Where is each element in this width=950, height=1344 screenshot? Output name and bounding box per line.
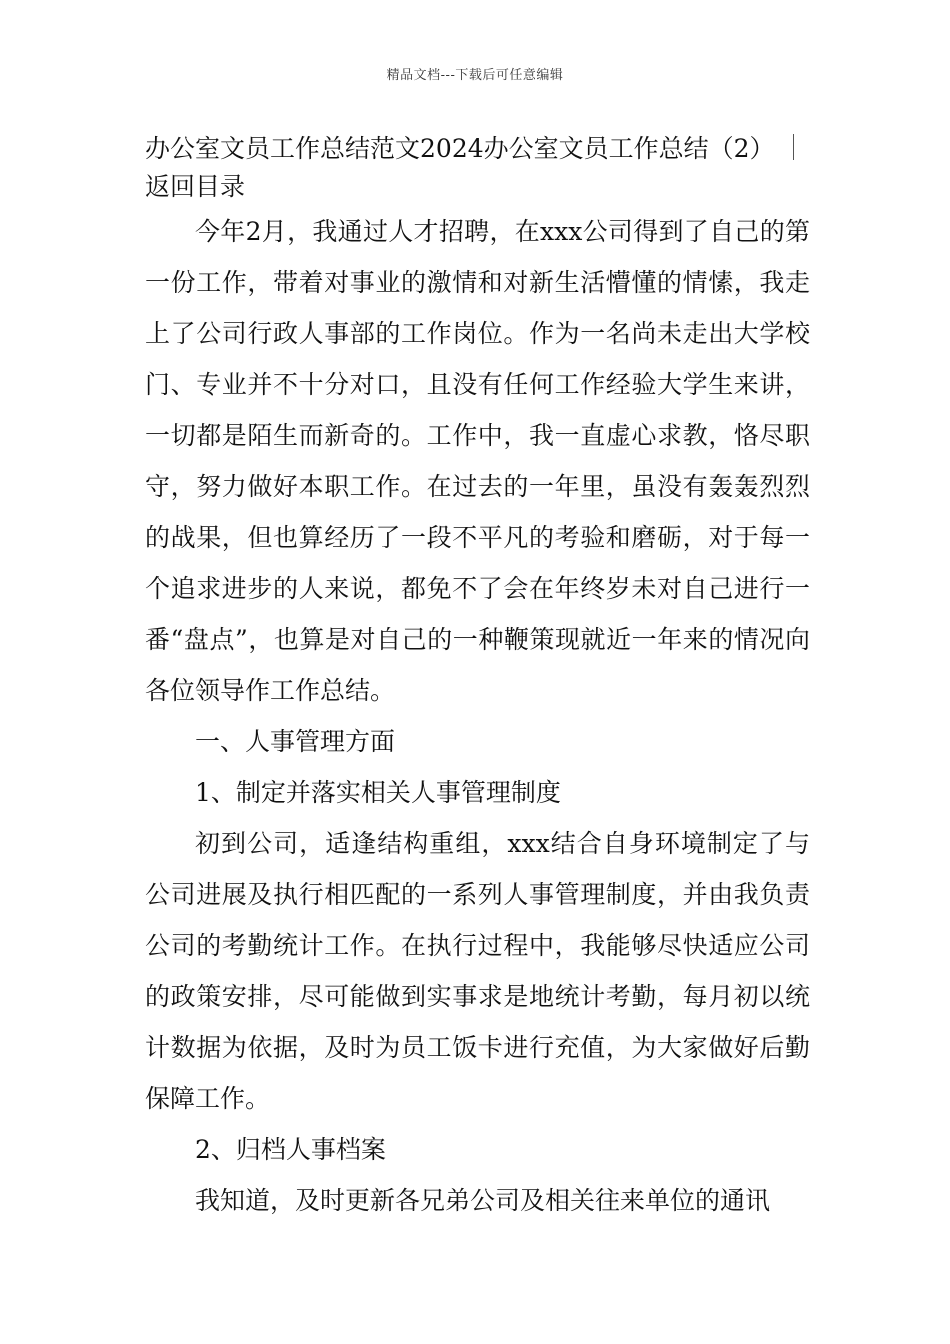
document-body — [145, 130, 810, 1226]
back-to-toc-link[interactable]: 返回目录 — [145, 172, 246, 201]
paragraph-archive: 我知道，及时更新各兄弟公司及相关往来单位的通讯 — [195, 1186, 771, 1215]
subsection-heading-1: 1、制定并落实相关人事管理制度 — [195, 778, 561, 807]
title-separator — [793, 134, 794, 160]
document-title — [145, 130, 810, 206]
paragraph-intro: 今年2月，我通过人才招聘，在xxx公司得到了自己的第一份工作，带着对事业的激情和对新生活懵懂的情愫，我走上了公司行政人事部的工作岗位。作为一名尚未走出大学校门、专业并不十分对口，且没有任何工作经验大学生来讲，一切都是陌生而新奇的。工作中，我一直虚心求教，恪尽职守，努力做好本职工作。在过去的一年里，虽没有轰轰烈烈的战果，但也算经历了一段不平凡的考验和磨砺，对于每一个追求进步的人来说，都免不了会在年终岁未对自己进行一番“盘点”，也算是对自己的一种鞭策现就近一年来的情况向各位领导作工作总结。 — [145, 217, 810, 705]
paragraph-hr-policy: 初到公司，适逢结构重组，xxx结合自身环境制定了与公司进展及执行相匹配的一系列人事管理制度，并由我负责公司的考勤统计工作。在执行过程中，我能够尽快适应公司的政策安排，尽可能做到实事求是地统计考勤，每月初以统计数据为依据，及时为员工饭卡进行充值，为大家做好后勤保障工作。 — [145, 829, 810, 1113]
section-heading-hr: 一、人事管理方面 — [195, 727, 396, 756]
page-header: 精品文档---下载后可任意编辑 — [386, 68, 564, 83]
title-line-1 — [145, 130, 810, 168]
title-text: 办公室文员工作总结范文2024办公室文员工作总结（2） — [145, 134, 775, 163]
subsection-heading-2: 2、归档人事档案 — [195, 1135, 386, 1164]
